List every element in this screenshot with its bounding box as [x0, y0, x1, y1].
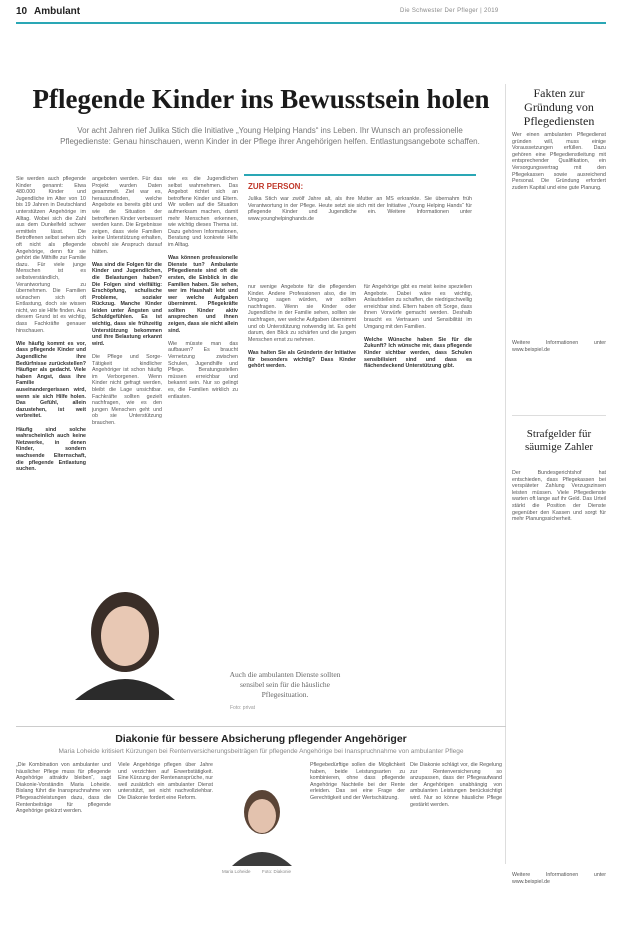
bottom-headline: Diakonie für bessere Absicherung pflegender Angehöriger: [115, 733, 407, 745]
article-column-5: [364, 284, 472, 694]
top-rule: [16, 22, 606, 24]
column-4-text: nur wenige Angebote für die pflegenden Kinder. Andere Professionen also, die im Umgang sagen würden, wir sollten nachfragen. Wenn sie Kinder oder Jugendliche in der Familie sehen, sollten sie nachfragen, wer welche Aufgaben übernimmt und ob Unterstützung notwendig ist. Es geht darum, den Blick zu schärfen und die jungen Menschen ernst zu nehmen.: [248, 284, 356, 343]
header-publication: Die Schwester Der Pfleger | 2019: [400, 8, 499, 14]
article-lead: Vor acht Jahren rief Julika Stich die Initiative „Young Helping Hands“ ins Leben. Ihr Wunsch an professionelle Pflegedienste: Genau hinschauen, wenn Kinder in der Pflege ihrer Angehörigen helfen. Entlastungsangebote schaffen.: [60, 126, 480, 146]
column-3-text-b: Wie müsste man das aufbauen? Es braucht Vernetzung zwischen Schulen, Jugendhilfe und Pflege. Beratungsstellen müssen erreichbar und bekannt sein. Nur so gelingt es, die Familien wirklich zu entlasten.: [168, 340, 238, 400]
portrait-photo: [40, 580, 210, 700]
section-label: Ambulant: [34, 6, 81, 17]
bottom-photo-credit: Foto: Diakonie: [262, 869, 292, 874]
article-column-2: [92, 176, 162, 571]
bottom-column-4: Die Diakonie schlägt vor, die Regelung zur Rentenversicherung so anzupassen, dass der Pflegeaufwand der Angehörigen unabhängig von ambulanten Leistungen berücksichtigt wird. Nur so könne häusliche Pflege gestärkt werden.: [410, 762, 502, 808]
bottom-rule: [16, 726, 506, 727]
right-title-2: Strafgelder für säumige Zahler: [524, 428, 594, 453]
bottom-column-2: Viele Angehörige pflegen über Jahre und verzichten auf Erwerbstätigkeit. Eine Kürzung der Rentenansprüche, nur weil zusätzlich ein ambulanter Dienst unterstützt, sei nicht nachvollziehbar. Die Diakonie fordert eine Reform.: [118, 762, 213, 801]
right-text-2b: Weitere Informationen unter www.beispiel.de: [512, 872, 606, 885]
photo-credit: Foto: privat: [230, 705, 256, 711]
right-text-1: Wer einen ambulanten Pflegedienst gründen will, muss einige Voraussetzungen erfüllen. Dazu gehören eine Pflegedienstleitung mit entsprechender Qualifikation, ein Versorgungsvertrag mit den Pflegekassen sowie ausreichend Personal. Die Gründung erfordert zudem Kapital und eine gute Planung.: [512, 132, 606, 191]
right-text-2: Der Bundesgerichtshof hat entschieden, dass Pflegekassen bei verspäteter Zahlung Verzugszinsen leisten müssen. Viele Pflegedienste warten oft lange auf ihr Geld. Das Urteil stärkt die Position der Dienste gegenüber den Kassen und sorgt für mehr Planungssicherheit.: [512, 470, 606, 523]
page-number: 10: [16, 6, 28, 17]
article-column-1: [16, 176, 86, 571]
right-divider: [512, 415, 606, 416]
sidebar-title: ZUR PERSON:: [248, 182, 304, 191]
column-5-question: Welche Wünsche haben Sie für die Zukunft? Ich wünsche mir, dass pflegende Kinder sichtbar werden, dass Schulen sensibilisiert sind und dass es flächendeckend Unterstützung gibt.: [364, 336, 472, 370]
column-2-text: angeboten werden. Für das Projekt wurden Daten gesammelt. Ziel war es, herauszufinden, welche Angebote es bereits gibt und wie die Situation der betroffenen Kinder verbessert werden kann. Die Ergebnisse zeigen, dass viele Familien keine Unterstützung erhalten, obwohl sie Anspruch darauf hätten.: [92, 176, 162, 255]
column-1-subtext: Wie häufig kommt es vor, dass pflegende Kinder und Jugendliche ihre Bedürfnisse zurückstellen? Häufiger als gedacht. Viele haben Angst, dass ihre Familie auseinandergerissen wird, wenn sie sich Hilfe holen. Das Gefühl, allein dazustehen, ist weit verbreitet.: [16, 340, 86, 420]
headline-container: [16, 84, 506, 115]
right-title-1: Fakten zur Gründung von Pflegediensten: [523, 86, 595, 128]
column-4-question: Was halten Sie als Gründerin der Initiative für besonders wichtig? Dass Kinder gehört werden.: [248, 349, 356, 370]
bottom-lead: Maria Loheide kritisiert Kürzungen bei Rentenversicherungsbeiträgen für pflegende Angehörige bei Inanspruchnahme von ambulanter Pflege: [58, 748, 464, 755]
column-2-text-b: Die Pflege und Sorge-Tätigkeit kindlicher Angehöriger ist schon häufig im Verborgenen. Wenn Kinder nicht gefragt werden, bleibt die Lage unsichtbar. Fachkräfte sollten gezielt nachfragen, wie es den jungen Menschen geht und ob sie Unterstützung brauchen.: [92, 354, 162, 426]
article-column-3: [168, 176, 238, 571]
column-1-highlight: Häufig sind solche wahrscheinlich auch keine Netzwerke, in denen Kinder, sondern wachsende Elternschaft, die pflegende Entlastung suchen.: [16, 426, 86, 473]
column-divider: [505, 84, 506, 864]
column-3-text: wie es die Jugendlichen selbst wahrnehmen. Das Angebot richtet sich an betroffene Kinder und Eltern. Wir wollen auf die Situation aufmerksam machen, damit mehr Menschen erkennen, wie wichtig dieses Thema ist. Dazu gehören Informationen, Beratung und konkrete Hilfe im Alltag.: [168, 176, 238, 248]
column-3-question: Was können professionelle Dienste tun? Ambulante Pflegedienste sind oft die ersten, die Einblick in die Familien haben. Sie sehen, wer im Haushalt lebt und wer welche Aufgaben übernimmt. Pflegekräfte sollten Kinder aktiv ansprechen und ihnen zeigen, dass sie nicht allein sind.: [168, 255, 238, 334]
column-1-text: Sie werden auch pflegende Kinder genannt: Etwa 480.000 Kinder und Jugendliche im Alter von 10 bis 19 Jahren in Deutschland unterstützen Angehörige im Alltag. Wobei sich die Zahl aus dem Dunkelfeld schwer ermitteln lässt. Die Betroffenen selbst sehen sich oft nicht als pflegende Angehörige, denn für sie gehört die Mithilfe zur Familie dazu. Für viele junge Menschen ist es selbstverständlich, Verantwortung zu übernehmen. Die Familien wünschen sich oft Entlastung, doch sie wissen nicht, wo sie Hilfe finden. Aus diesem Grund ist es wichtig, dass Fachkräfte genauer hinschauen.: [16, 176, 86, 334]
sidebar-rule: [244, 174, 476, 176]
bottom-column-1: „Die Kombination von ambulanter und häuslicher Pflege muss für pflegende Angehörige attraktiv bleiben“, sagt Diakonie-Vorständin Maria Loheide. Bislang führt die Inanspruchnahme von Pflegesachleistungen dazu, dass die Rentenbeiträge für pflegende Angehörige gekürzt werden.: [16, 762, 111, 815]
bottom-photo-caption: Maria Loheide: [222, 869, 251, 874]
column-5-text: für Angehörige gibt es meist keine speziellen Angebote. Dabei wäre es wichtig, Anlaufstellen zu schaffen, die niedrigschwellig erreichbar sind. Eltern haben oft Sorge, dass ihnen Vorwürfe gemacht werden. Deshalb braucht es Vertrauen und Sensibilität im Umgang mit den Familien.: [364, 284, 472, 330]
sidebar-text: Julika Stich war zwölf Jahre alt, als ihre Mutter an MS erkrankte. Sie übernahm früh Verantwortung in der Pflege. Heute setzt sie sich mit der Initiative „Young Helping Hands“ für pflegende Kinder und Jugendliche ein. Weitere Informationen unter www.younghelpinghands.de: [248, 196, 472, 222]
bottom-portrait-photo: [222, 778, 302, 866]
article-headline: Pflegende Kinder ins Bewusstsein holen: [32, 84, 490, 114]
right-text-1b: Weitere Informationen unter www.beispiel.de: [512, 340, 606, 353]
pull-quote: Auch die ambulanten Dienste sollten sensibel sein für die häusliche Pflegesituation.: [229, 670, 341, 699]
bottom-column-3: Pflegebedürftige sollen die Möglichkeit haben, beide Leistungsarten zu kombinieren, ohne dass pflegende Angehörige Nachteile bei der Rente erleiden. Das sei eine Frage der Gerechtigkeit und der Wertschätzung.: [310, 762, 405, 801]
column-2-question: Was sind die Folgen für die Kinder und Jugendlichen, die Belastungen haben? Die Folgen sind vielfältig: Erschöpfung, schulische Probleme, sozialer Rückzug. Manche Kinder leiden unter Ängsten und Schuldgefühlen. Es ist wichtig, dass sie frühzeitig Unterstützung bekommen und ihre Belastung erkannt wird.: [92, 261, 162, 347]
article-column-4: [248, 284, 356, 694]
